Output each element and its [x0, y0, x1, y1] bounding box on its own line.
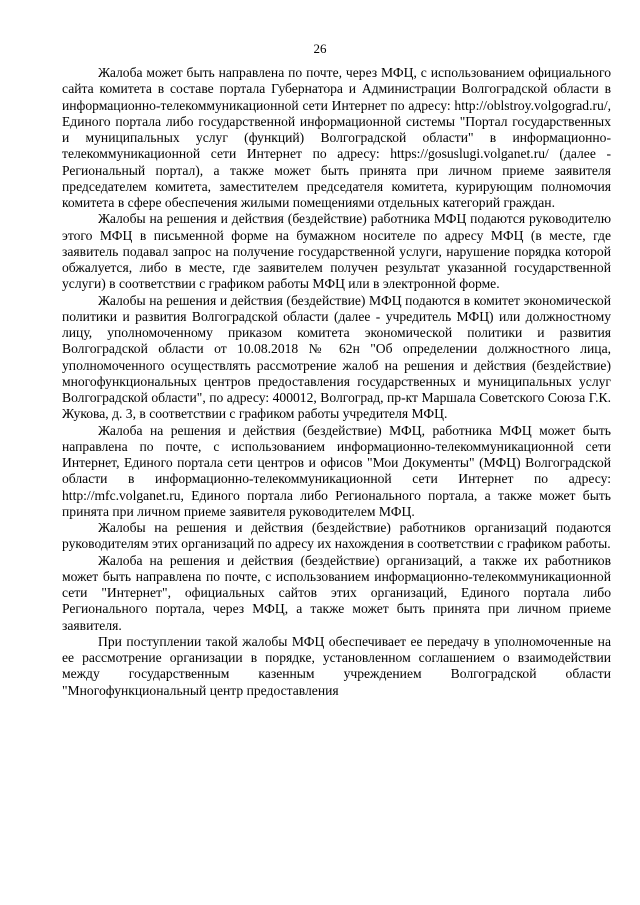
paragraph-mfc-complaints: Жалобы на решения и действия (бездействие) МФЦ подаются в комитет экономической политики и развития Волгоградской области (далее - учредитель МФЦ) или должностному лицу, уполномоченному приказом комитета экономической политики и развития Волгоградской области от 10.08.2018 № 62н "Об определении должностного лица, уполномоченного осуществлять рассмотрение жалоб на решения и действия (бездействие) многофункциональных центров предоставления государственных и муниципальных услуг Волгоградской области", по адресу: 400012, Волгоград, пр-кт Маршала Советского Союза Г.К. Жукова, д. 3, в соответствии с графиком работы учредителя МФЦ.	[62, 292, 611, 422]
paragraph-organization-worker-complaints: Жалобы на решения и действия (бездействие) работников организаций подаются руководителям этих организаций по адресу их нахождения в соответствии с графиком работы.	[62, 520, 611, 552]
paragraph-complaint-channels: Жалоба может быть направлена по почте, через МФЦ, с использованием официального сайта комитета в составе портала Губернатора и Администрации Волгоградской области в информационно-телекоммуникационной сети Интернет по адресу: http://oblstroy.volgograd.ru/, Единого портала либо государственной информационной системы "Портал государственных и муниципальных услуг (функций) Волгоградской области" в информационно-телекоммуникационной сети Интернет по адресу: https://gosuslugi.volganet.ru/ (далее - Региональный портал), а также может быть принята при личном приеме заявителя председателем комитета, заместителем председателя комитета, курирующим полномочия комитета в сфере обеспечения жилыми помещениями отдельных категорий граждан.	[62, 65, 611, 210]
paragraph-complaint-forwarding: При поступлении такой жалобы МФЦ обеспечивает ее передачу в уполномоченные на ее рассмотрение организации в порядке, установленном соглашением о взаимодействии между государственным казенным учреждением Волгоградской области "Многофункциональный центр предоставления	[62, 633, 611, 698]
document-body	[62, 65, 611, 699]
paragraph-mfc-worker-complaints: Жалобы на решения и действия (бездействие) работника МФЦ подаются руководителю этого МФЦ в письменной форме на бумажном носителе по адресу МФЦ (в месте, где заявитель подавал запрос на получение государственной услуги, нарушение порядка которой обжалуется, либо в месте, где заявителем получен результат указанной государственной услуги) в соответствии с графиком работы МФЦ или в электронной форме.	[62, 211, 611, 292]
page-number: 26	[313, 41, 327, 56]
paragraph-organization-complaints: Жалоба на решения и действия (бездействие) организаций, а также их работников может быть направлена по почте, с использованием информационно-телекоммуникационной сети "Интернет", официальных сайтов этих организаций, Единого портала либо Регионального портала, через МФЦ, а также может быть принята при личном приеме заявителя.	[62, 552, 611, 633]
paragraph-mfc-complaint-submission: Жалоба на решения и действия (бездействие) МФЦ, работника МФЦ может быть направлена по почте, с использованием информационно-телекоммуникационной сети Интернет, Единого портала сети центров и офисов "Мои Документы" (МФЦ) Волгоградской области в информационно-телекоммуникационной сети Интернет по адресу: http://mfc.volganet.ru, Единого портала либо Регионального портала, а также может быть принята при личном приеме заявителя руководителем МФЦ.	[62, 422, 611, 519]
